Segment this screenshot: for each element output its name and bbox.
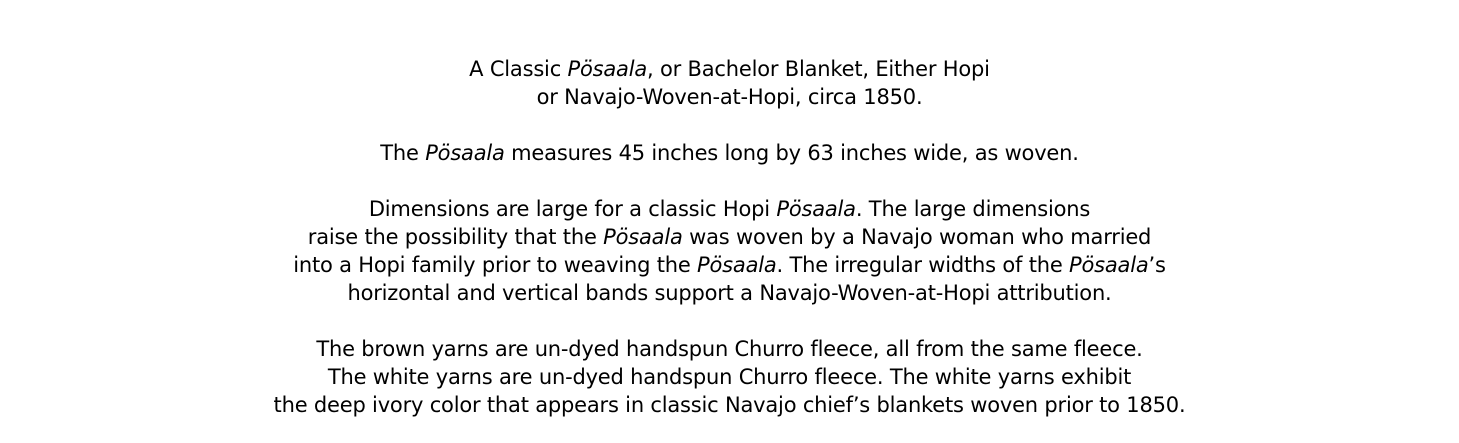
text-run: The [380, 141, 426, 165]
dimensions-line-4: horizontal and vertical bands support a Navajo-Woven-at-Hopi attribution. [347, 281, 1112, 305]
text-run: A Classic [469, 57, 568, 81]
text-run: measures 45 inches long by 63 inches wide, as woven. [504, 141, 1079, 165]
yarns-line-2: The white yarns are un-dyed handspun Churro fleece. The white yarns exhibit [327, 365, 1132, 389]
text-run: Dimensions are large for a classic Hopi [368, 197, 777, 221]
italic-term: Pösaala [603, 225, 683, 249]
text-run: ’s [1148, 253, 1166, 277]
italic-term: Pösaala [425, 141, 505, 165]
italic-term: Pösaala [776, 197, 856, 221]
paragraph-gap [0, 307, 1459, 335]
dimensions-line-3 [0, 251, 1459, 279]
text-run: , or Bachelor Blanket, Either Hopi [647, 57, 990, 81]
document-body [0, 55, 1459, 419]
text-run: raise the possibility that the [307, 225, 604, 249]
dimensions-paragraph [0, 195, 1459, 307]
title-line-2: or Navajo-Woven-at-Hopi, circa 1850. [536, 85, 923, 109]
yarns-line-1: The brown yarns are un-dyed handspun Churro fleece, all from the same fleece. [316, 337, 1143, 361]
italic-term: Pösaala [567, 57, 648, 81]
italic-term: Pösaala [1069, 253, 1149, 277]
measure-paragraph [0, 139, 1459, 167]
paragraph-gap [0, 167, 1459, 195]
measure-line [0, 139, 1459, 167]
paragraph-gap [0, 111, 1459, 139]
text-run: . The irregular widths of the [776, 253, 1070, 277]
italic-term: Pösaala [697, 253, 777, 277]
text-run: into a Hopi family prior to weaving the [293, 253, 698, 277]
yarns-paragraph [0, 335, 1459, 419]
yarns-line-3: the deep ivory color that appears in classic Navajo chief’s blankets woven prior to 1850. [273, 393, 1186, 417]
dimensions-line-1 [0, 195, 1459, 223]
text-run: . The large dimensions [855, 197, 1091, 221]
title-line-1 [0, 55, 1459, 83]
dimensions-line-2 [0, 223, 1459, 251]
title-paragraph [0, 55, 1459, 111]
text-run: was woven by a Navajo woman who married [682, 225, 1152, 249]
